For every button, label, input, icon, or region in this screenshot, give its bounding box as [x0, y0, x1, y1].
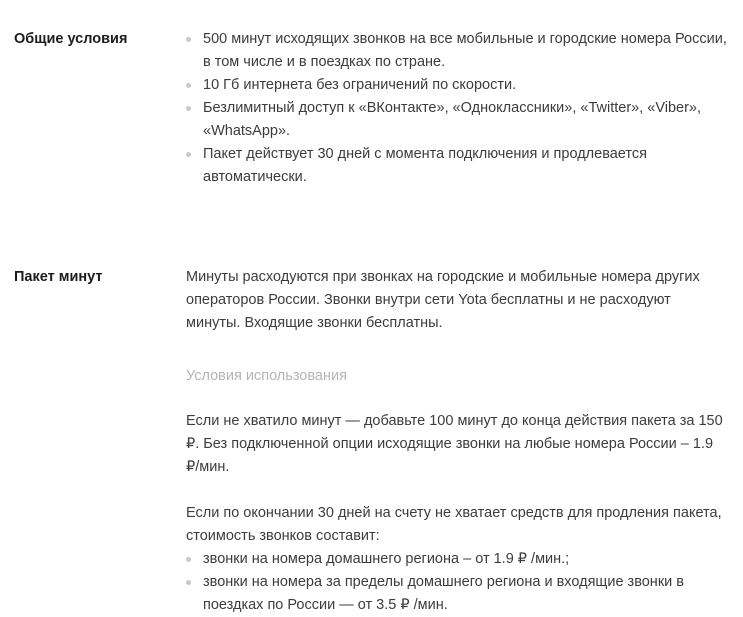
minutes-topup-paragraph: Если не хватило минут — добавьте 100 минут до конца действия пакета за 150 ₽. Без подключенной опции исходящие звонки на любые номера России – 1.9 ₽/мин. — [186, 413, 723, 475]
general-terms-list — [186, 28, 729, 189]
list-item: звонки на номера домашнего региона – от 1.9 ₽ /мин.; — [186, 548, 729, 571]
section-body-minutes-package — [186, 266, 729, 617]
section-spacer — [14, 189, 729, 266]
section-title-general-terms: Общие условия — [14, 31, 128, 47]
section-general-terms — [14, 28, 729, 189]
minutes-intro-paragraph: Минуты расходуются при звонках на городские и мобильные номера других операторов России. Звонки внутри сети Yota бесплатны и не расходуют минуты. Входящие звонки бесплатны. — [186, 269, 700, 331]
paragraph-spacer — [186, 479, 729, 502]
list-item: Пакет действует 30 дней с момента подключения и продлевается автоматически. — [186, 143, 729, 189]
list-item: 10 Гб интернета без ограничений по скорости. — [186, 74, 729, 97]
section-body-general-terms — [186, 28, 729, 189]
list-item: Безлимитный доступ к «ВКонтакте», «Одноклассники», «Twitter», «Viber», «WhatsApp». — [186, 97, 729, 143]
list-item: звонки на номера за пределы домашнего региона и входящие звонки в поездках по России — от 3.5 ₽ /мин. — [186, 571, 729, 617]
section-title-minutes-package: Пакет минут — [14, 269, 103, 285]
paragraph-spacer — [186, 335, 729, 365]
minutes-expiry-paragraph: Если по окончании 30 дней на счету не хватает средств для продления пакета, стоимость звонков составит: — [186, 505, 722, 544]
section-minutes-package — [14, 266, 729, 617]
list-item: 500 минут исходящих звонков на все мобильные и городские номера России, в том числе и в поездках по стране. — [186, 28, 729, 74]
usage-conditions-subheading: Условия использования — [186, 368, 347, 384]
paragraph-spacer — [186, 388, 729, 410]
minutes-rates-list — [186, 548, 729, 617]
